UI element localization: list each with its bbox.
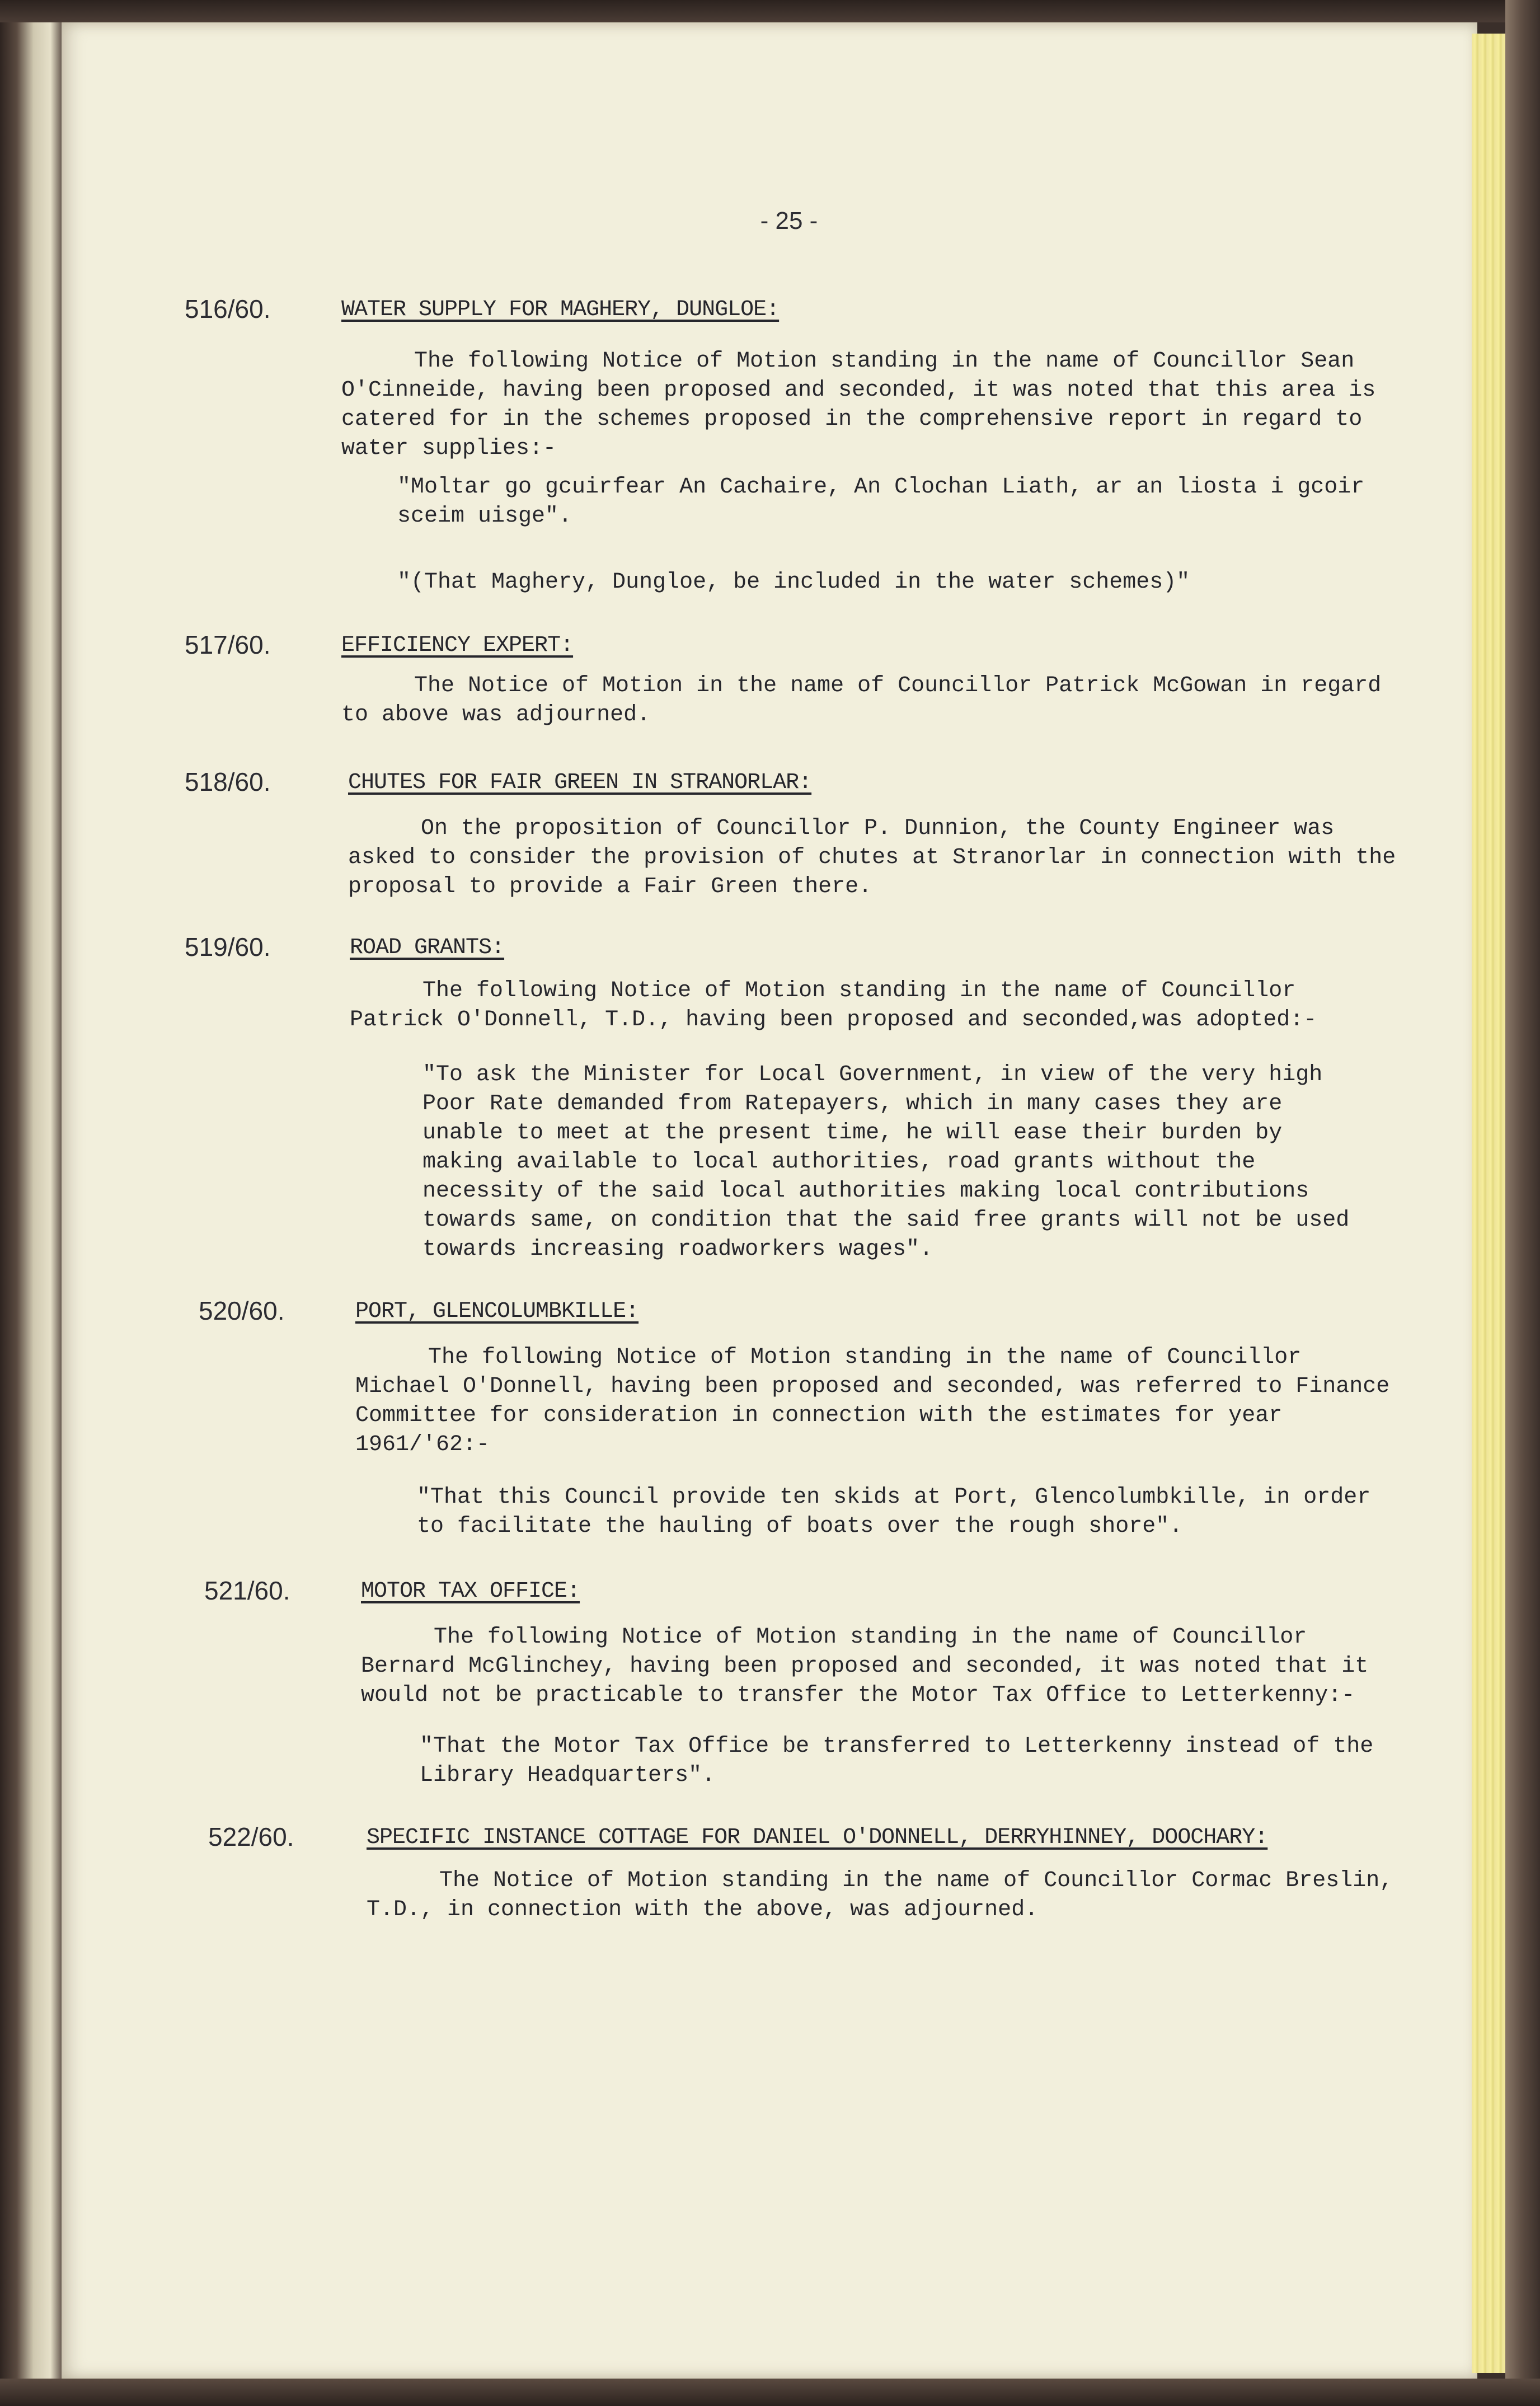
minute-heading: SPECIFIC INSTANCE COTTAGE FOR DANIEL O'DONNELL, DERRYHINNEY, DOOCHARY: [367, 1825, 1268, 1850]
top-edge [0, 0, 1540, 22]
motion-quote: "Moltar go gcuirfear An Cachaire, An Clochan Liath, ar an liosta i gcoir sceim uisge". [397, 475, 1365, 529]
minute-body: The following Notice of Motion standing in the name of Councillor Patrick O'Donnell, T.D., having been proposed and seconded,was adopted:- [350, 978, 1317, 1033]
minute-body: The following Notice of Motion standing in the name of Councillor Sean O'Cinneide, having been proposed and seconded, it was noted that this area is catered for in the schemes proposed in the comprehensive report in regard to water supplies:- [341, 349, 1376, 461]
minute-heading: MOTOR TAX OFFICE: [361, 1579, 580, 1604]
minute-heading: CHUTES FOR FAIR GREEN IN STRANORLAR: [348, 770, 812, 795]
minute-heading: EFFICIENCY EXPERT: [341, 633, 574, 658]
minute-body: The following Notice of Motion standing in the name of Councillor Michael O'Donnell, having been proposed and seconded, was referred to Finance Committee for consideration in connection with the estimates for year 1961/'62:- [355, 1345, 1390, 1457]
minute-body: On the proposition of Councillor P. Dunnion, the County Engineer was asked to consider the provision of chutes at Stranorlar in connection with the proposal to provide a Fair Green there. [348, 816, 1396, 899]
minute-number: 522/60. [208, 1822, 294, 1851]
minute-number: 519/60. [185, 932, 271, 962]
minute-number: 520/60. [199, 1296, 285, 1325]
page-number: - 25 - [760, 207, 818, 234]
minute-number: 518/60. [185, 767, 271, 796]
minute-number: 521/60. [204, 1576, 290, 1605]
right-cover [1505, 0, 1540, 2406]
minute-body: The following Notice of Motion standing in the name of Councillor Bernard McGlinchey, having been proposed and seconded, it was noted that it would not be practicable to transfer the Motor Tax Office to Letterkenny:- [361, 1625, 1369, 1708]
minute-number: 516/60. [185, 294, 271, 323]
bottom-edge [0, 2379, 1540, 2406]
minute-body: The Notice of Motion standing in the name of Councillor Cormac Breslin, T.D., in connection with the above, was adjourned. [367, 1868, 1393, 1922]
minute-heading: PORT, GLENCOLUMBKILLE: [355, 1299, 639, 1324]
minute-heading: ROAD GRANTS: [350, 935, 505, 960]
left-page-spine [0, 0, 67, 2406]
minute-number: 517/60. [185, 630, 271, 659]
minute-body: The Notice of Motion in the name of Councillor Patrick McGowan in regard to above was adjourned. [341, 673, 1382, 728]
motion-quote: "That the Motor Tax Office be transferred to Letterkenny instead of the Library Headquarters". [420, 1734, 1374, 1788]
motion-quote: "To ask the Minister for Local Government, in view of the very high Poor Rate demanded from Ratepayers, which in many cases they are unable to meet at the present time, he will ease their burden by making available to local authorities, road grants without the necessity of the said local authorities making local contributions towards same, on condition that the said free grants will not be used towards increasing roadworkers wages". [422, 1062, 1350, 1262]
minute-heading: WATER SUPPLY FOR MAGHERY, DUNGLOE: [341, 297, 780, 322]
motion-quote: "That this Council provide ten skids at Port, Glencolumbkille, in order to facilitate the hauling of boats over the rough shore". [417, 1485, 1371, 1539]
motion-translation: "(That Maghery, Dungloe, be included in the water schemes)" [397, 570, 1190, 595]
